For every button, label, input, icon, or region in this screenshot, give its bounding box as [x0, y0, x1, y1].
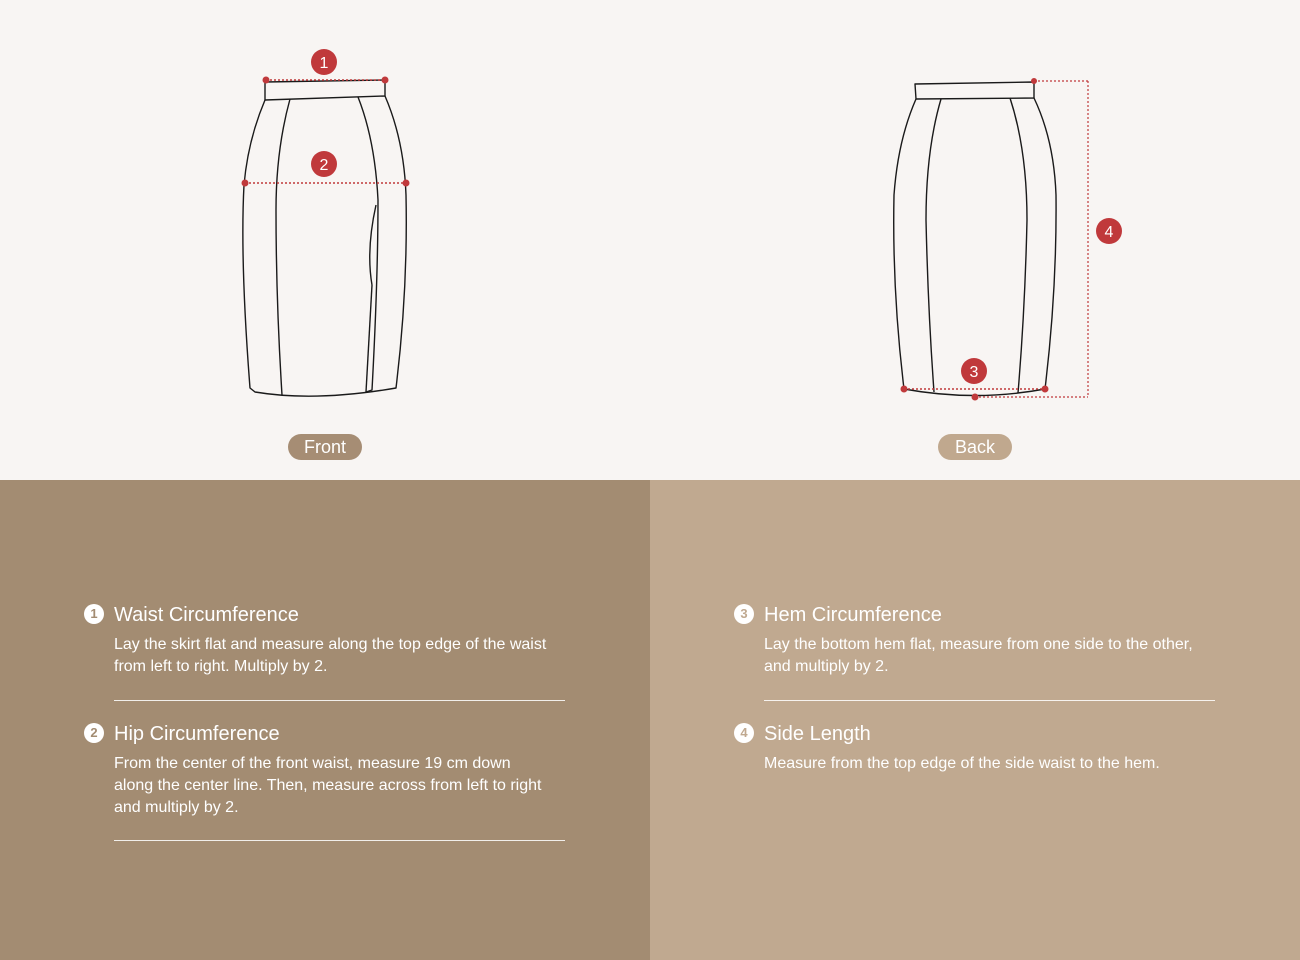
number-badge: 4 — [734, 723, 754, 743]
marker-3 — [961, 358, 987, 384]
svg-text:3: 3 — [969, 364, 979, 381]
right-instructions-panel — [650, 480, 1300, 960]
measurement-title: Hip Circumference — [114, 723, 280, 745]
divider — [114, 700, 565, 701]
divider — [114, 840, 565, 841]
marker-4 — [1096, 218, 1122, 244]
marker-2 — [311, 151, 337, 177]
number-badge: 2 — [84, 723, 104, 743]
svg-text:2: 2 — [319, 157, 329, 174]
svg-text:4: 4 — [1104, 224, 1114, 241]
number-badge: 3 — [734, 604, 754, 624]
measurement-description: Lay the bottom hem flat, measure from one side to the other, and multiply by 2. — [764, 636, 1193, 675]
side-length-measure-line — [975, 78, 1088, 397]
left-instructions-panel — [0, 480, 650, 960]
back-view-label: Back — [938, 434, 1012, 460]
front-skirt-drawing — [243, 80, 406, 396]
measurement-description: From the center of the front waist, measure 19 cm down along the center line. Then, measure across from left to right and multiply by 2. — [114, 755, 542, 816]
divider — [764, 700, 1215, 701]
hem-measure-line — [901, 386, 1049, 401]
svg-text:1: 1 — [319, 55, 329, 72]
measurement-title: Hem Circumference — [764, 604, 942, 626]
measurement-description: Lay the skirt flat and measure along the top edge of the waist from left to right. Multiply by 2. — [114, 636, 547, 675]
number-badge: 1 — [84, 604, 104, 624]
back-skirt-drawing — [894, 82, 1056, 396]
measurement-title: Waist Circumference — [114, 604, 299, 626]
measurement-description: Measure from the top edge of the side waist to the hem. — [764, 755, 1160, 772]
front-view-label: Front — [288, 434, 362, 460]
measurement-title: Side Length — [764, 723, 871, 745]
marker-1 — [311, 49, 337, 75]
hip-measure-line — [242, 180, 410, 187]
